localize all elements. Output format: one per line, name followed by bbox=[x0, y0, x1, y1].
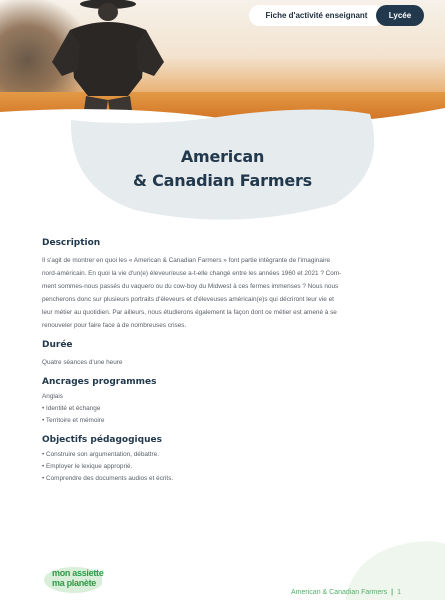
activity-sheet-tag[interactable]: Fiche d'activité enseignant bbox=[249, 5, 384, 26]
list-item: • Construire son argumentation, débattre. bbox=[42, 451, 159, 458]
list-item: • Comprendre des documents audios et écrits. bbox=[42, 475, 174, 482]
ancrages-heading: Ancrages programmes bbox=[42, 377, 157, 387]
description-heading: Description bbox=[42, 238, 101, 248]
ancrages-list bbox=[42, 391, 402, 427]
footer-separator: | bbox=[391, 589, 394, 596]
main-content bbox=[42, 238, 402, 493]
title-line-2: & Canadian Farmers bbox=[133, 171, 312, 190]
objectifs-list bbox=[42, 449, 402, 485]
list-item: • Employer le lexique approprié. bbox=[42, 463, 133, 470]
description-line: leur métier au quotidien. Par ailleurs, nous étudierons également la façon dont ce métier est amené à se bbox=[42, 309, 337, 316]
description-text bbox=[42, 254, 402, 332]
footer bbox=[291, 589, 401, 596]
logo-line-1: mon assiette bbox=[52, 568, 104, 578]
section-description bbox=[42, 238, 402, 332]
page-number: 1 bbox=[397, 589, 401, 596]
duree-text: Quatre séances d'une heure bbox=[42, 359, 123, 366]
brand-logo[interactable] bbox=[42, 565, 122, 595]
list-item: • Territoire et mémoire bbox=[42, 417, 105, 424]
description-line: Il s'agit de montrer en quoi les « American & Canadian Farmers » font partie intégrante de l'imaginaire bbox=[42, 257, 331, 264]
level-tag[interactable]: Lycée bbox=[376, 5, 424, 26]
description-line: ment sommes-nous passés du vaquero ou du cow-boy du Midwest à ces fermes immenses ? Nous nous bbox=[42, 283, 339, 290]
section-duree bbox=[42, 340, 402, 369]
list-item: • Identité et échange bbox=[42, 405, 101, 412]
title-line-1: American bbox=[180, 147, 265, 166]
description-line: renouveler pour faire face à de nombreuses crises. bbox=[42, 322, 187, 329]
section-ancrages bbox=[42, 377, 402, 427]
objectifs-heading: Objectifs pédagogiques bbox=[42, 435, 162, 445]
page-title bbox=[0, 145, 445, 193]
footer-doc-title: American & Canadian Farmers bbox=[291, 589, 388, 596]
list-item: Anglais bbox=[42, 393, 63, 400]
section-objectifs bbox=[42, 435, 402, 485]
description-line: nord-américain. En quoi la vie d'un(e) éleveur/euse a-t-elle changé entre les années 1960 et 2021 ? Com- bbox=[42, 270, 342, 277]
duree-heading: Durée bbox=[42, 340, 73, 350]
logo-line-2: ma planète bbox=[52, 578, 97, 588]
description-line: pencherons donc sur plusieurs portraits d'éleveurs et d'éleveuses américain(e)s qui décriront leur vie et bbox=[42, 296, 334, 303]
